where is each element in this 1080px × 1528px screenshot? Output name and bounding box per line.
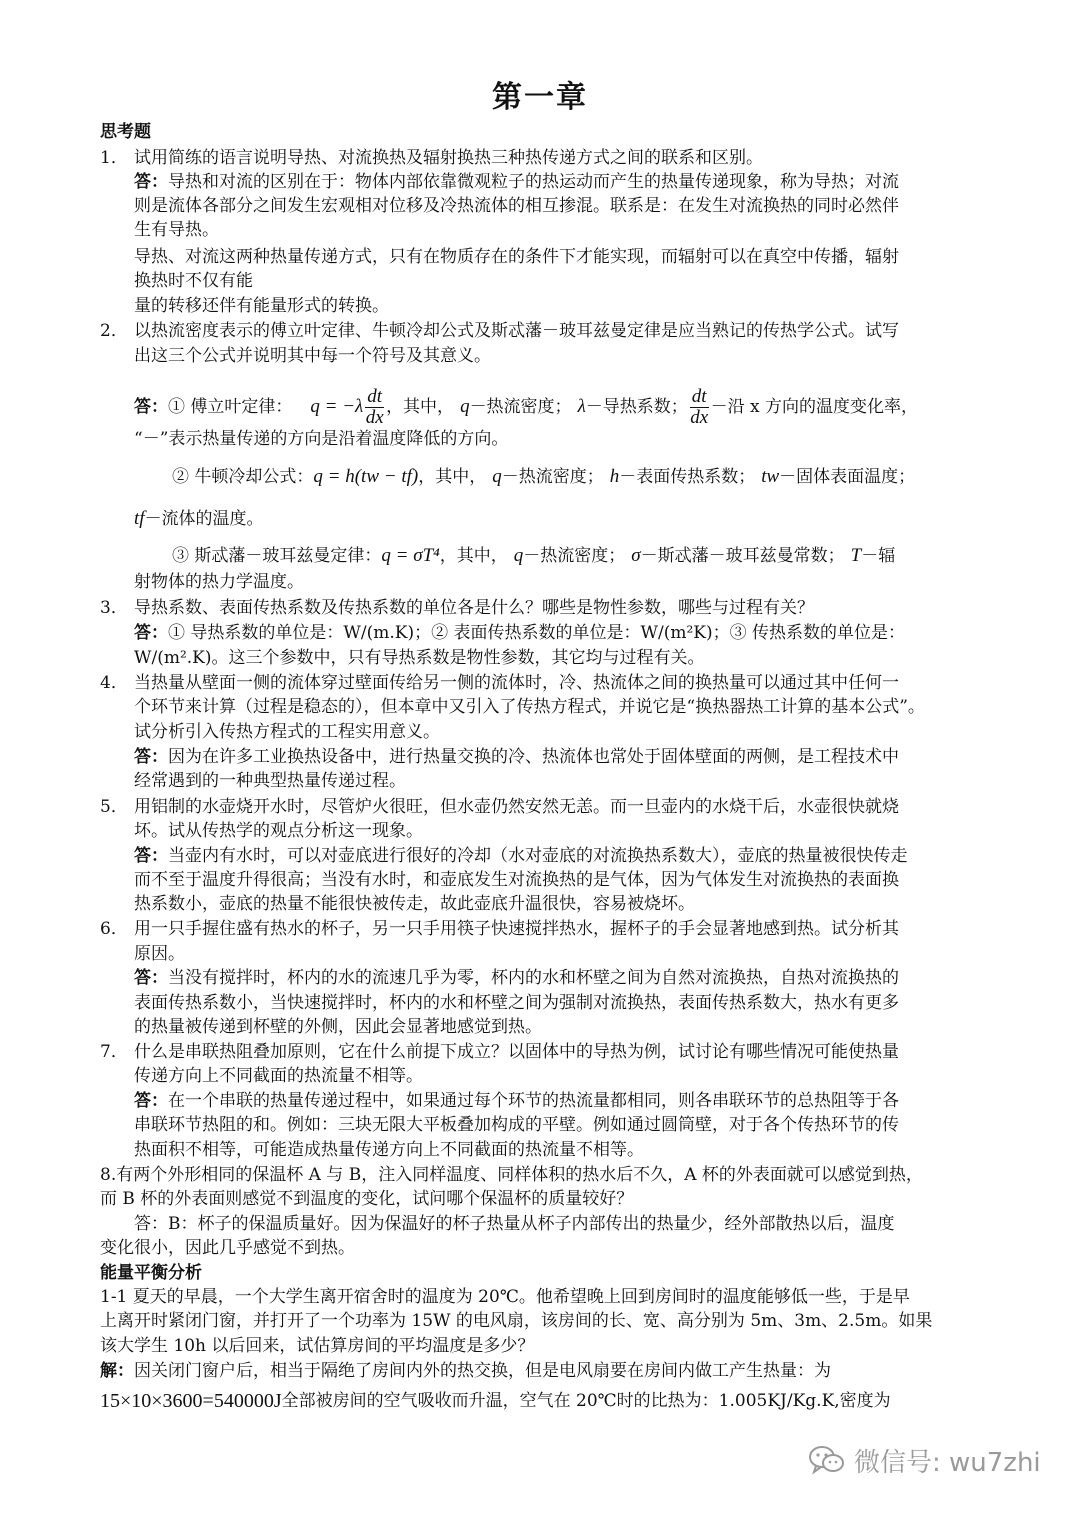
answer-line: 表面传热系数小，当快速搅拌时，杯内的水和杯壁之间为强制对流换热，表面传热系数大，热水有更多 xyxy=(134,993,899,1013)
stefan-formula: q = σT⁴ xyxy=(381,545,440,566)
answer-line: 则是流体各部分之间发生宏观相对位移及冷热流体的相互掺混。联系是：在发生对流换热的同时必然伴 xyxy=(134,196,899,216)
question-line: 而 B 杯的外表面则感觉不到温度的变化，试问哪个保温杯的质量较好？ xyxy=(100,1189,634,1209)
fourier-formula: q = −λ xyxy=(310,396,364,417)
formula-note: 射物体的热力学温度。 xyxy=(134,572,304,592)
symbol-T: T xyxy=(850,545,862,566)
answer-line: 答：B：杯子的保温质量好。因为保温好的杯子热量从杯子内部传出的热量少，经外部散热以后，温度 xyxy=(134,1214,895,1234)
question-5 xyxy=(100,796,899,818)
watermark xyxy=(808,1440,1041,1480)
question-text: 什么是串联热阻叠加原则，它在什么前提下成立？以固体中的导热为例，试讨论有哪些情况可能使热量 xyxy=(134,1042,899,1062)
answer-line: 串联环节热阻的和。例如：三块无限大平板叠加构成的平壁。例如通过圆筒壁，对于各个传热环节的传 xyxy=(134,1115,899,1135)
question-text: 用一只手握住盛有热水的杯子，另一只手用筷子快速搅拌热水，握杯子的手会显著地感到热。试分析其 xyxy=(134,919,899,939)
question-number: 5． xyxy=(100,797,128,817)
question-number: 2． xyxy=(100,321,128,341)
fraction-denominator: dx xyxy=(690,406,709,428)
newton-law-tail xyxy=(134,506,264,532)
question-line: 原因。 xyxy=(134,944,185,964)
symbol-sigma: σ xyxy=(631,545,641,566)
symbol-q: q xyxy=(492,466,502,487)
answer-line: 变化很小，因此几乎感觉不到热。 xyxy=(100,1238,355,1258)
formula-desc: ，其中， xyxy=(418,467,487,487)
problem-line: 该大学生 10h 以后回来，试估算房间的平均温度是多少？ xyxy=(100,1336,535,1356)
fraction-dtdx xyxy=(365,387,384,428)
symbol-desc: －流体的温度。 xyxy=(144,509,264,529)
symbol-desc: －斯忒藩－玻耳兹曼常数； xyxy=(640,546,845,566)
energy-formula: 15×10×3600=540000J xyxy=(100,1390,282,1412)
answer-line: 经常遇到的一种典型热量传递过程。 xyxy=(134,771,406,791)
question-number: 1． xyxy=(100,148,128,168)
symbol-desc: －沿 x 方向的温度变化率， xyxy=(710,397,918,417)
symbol-q: q xyxy=(460,396,470,417)
fourier-law-line xyxy=(134,380,918,434)
question-4 xyxy=(100,672,899,694)
answer-text: 当壶内有水时，可以对壶底进行很好的冷却（水对壶底的对流换热系数大），壶底的热量被很快传走 xyxy=(168,846,908,866)
symbol-tf: tf xyxy=(134,508,145,529)
fraction-numerator: dt xyxy=(691,385,707,407)
problem-line: 上离开时紧闭门窗，并打开了一个功率为 15W 的电风扇，该房间的长、宽、高分别为 5m、3m、2.5m。如果 xyxy=(100,1311,933,1331)
formula-label: ③ 斯忒藩－玻耳兹曼定律： xyxy=(172,546,382,566)
question-text: 用铝制的水壶烧开水时，尽管炉火很旺，但水壶仍然安然无恙。而一旦壶内的水烧干后，水壶很快就烧 xyxy=(134,797,899,817)
symbol-desc: －固体表面温度； xyxy=(779,467,916,487)
question-7 xyxy=(100,1041,899,1063)
symbol-desc: －热流密度； xyxy=(469,397,572,417)
answer-text: 当没有搅拌时，杯内的水的流速几乎为零，杯内的水和杯壁之间为自然对流换热，自热对流换热的 xyxy=(168,968,899,988)
fraction-numerator: dt xyxy=(367,385,383,407)
answer-line: 换热时不仅有能 xyxy=(134,271,253,291)
answer-label: 答： xyxy=(134,623,168,643)
answer-line: 的热量被传递到杯壁的外侧，因此会显著地感觉到热。 xyxy=(134,1017,542,1037)
answer-label: 答： xyxy=(134,172,168,192)
symbol-q: q xyxy=(513,545,524,566)
answer-line xyxy=(134,1090,899,1112)
question-line: 试分析引入传热方程式的工程实用意义。 xyxy=(134,722,440,742)
formula-label: ① 傅立叶定律： xyxy=(168,397,293,417)
question-number: 4． xyxy=(100,673,128,693)
chapter-title: 第一章 xyxy=(492,80,588,115)
question-6 xyxy=(100,918,899,940)
answer-line: 热系数小，壶底的热量不能很快被传走，故此壶底升温很快，容易被烧坏。 xyxy=(134,894,695,914)
stefan-boltzmann-line xyxy=(172,543,895,569)
answer-line xyxy=(134,845,908,867)
symbol-desc: －热流密度； xyxy=(501,467,604,487)
answer-label: 答： xyxy=(134,968,168,988)
formula-desc: ，其中， xyxy=(439,546,508,566)
problem-1-1: 1-1 夏天的早晨，一个大学生离开宿舍时的温度为 20℃。他希望晚上回到房间时的温度能够低一些，于是早 xyxy=(100,1287,910,1307)
newton-formula: q = h(tw − tf) xyxy=(313,466,419,487)
question-line: 传递方向上不同截面的热流量不相等。 xyxy=(134,1066,423,1086)
question-2 xyxy=(100,320,899,342)
section-heading-energy: 能量平衡分析 xyxy=(100,1263,202,1283)
answer-text: 因为在许多工业换热设备中，进行热量交换的冷、热流体也常处于固体壁面的两侧，是工程技术中 xyxy=(168,747,899,767)
solution-line xyxy=(100,1388,891,1414)
question-text: 当热量从壁面一侧的流体穿过壁面传给另一侧的流体时，冷、热流体之间的换热量可以通过其中任何一 xyxy=(134,673,899,693)
answer-label: 答： xyxy=(134,747,168,767)
answer-line: W/(m².K)。这三个参数中，只有导热系数是物性参数，其它均与过程有关。 xyxy=(134,648,705,668)
question-number: 6． xyxy=(100,919,128,939)
solution-text: 因关闭门窗户后，相当于隔绝了房间内外的热交换，但是电风扇要在房间内做工产生热量：为 xyxy=(134,1361,831,1381)
fraction-denominator: dx xyxy=(365,406,384,428)
fraction-dtdx xyxy=(690,387,709,428)
formula-note: “－”表示热量传递的方向是沿着温度降低的方向。 xyxy=(134,429,509,449)
solution-text: 全部被房间的空气吸收而升温，空气在 20℃时的比热为：1.005KJ/Kg.K,密度为 xyxy=(281,1391,891,1411)
formula-desc: ，其中， xyxy=(386,397,455,417)
answer-line xyxy=(134,622,905,644)
formula-label: ② 牛顿冷却公式： xyxy=(172,467,314,487)
answer-line xyxy=(134,967,899,989)
symbol-tw: tw xyxy=(761,466,780,487)
section-heading-thinking: 思考题 xyxy=(100,122,151,142)
answer-text: 在一个串联的热量传递过程中，如果通过每个环节的热流量都相同，则各串联环节的总热阻等于各 xyxy=(168,1091,899,1111)
answer-line xyxy=(134,171,899,193)
answer-line xyxy=(134,746,899,768)
wechat-icon xyxy=(808,1444,846,1476)
question-line: 个环节来计算（过程是稳态的），但本章中又引入了传热方程式，并说它是“换热器热工计算的基本公式”。 xyxy=(134,697,925,717)
watermark-text: 微信号: wu7zhi xyxy=(854,1447,1041,1478)
answer-text: 导热和对流的区别在于：物体内部依靠微观粒子的热运动而产生的热量传递现象，称为导热；对流 xyxy=(168,172,899,192)
symbol-desc: －辐 xyxy=(861,546,896,566)
question-line: 出这三个公式并说明其中每一个符号及其意义。 xyxy=(134,346,491,366)
question-line: 坏。试从传热学的观点分析这一现象。 xyxy=(134,821,423,841)
symbol-lambda: λ xyxy=(577,396,586,417)
symbol-desc: －热流密度； xyxy=(523,546,626,566)
answer-label: 答： xyxy=(134,1091,168,1111)
answer-line: 导热、对流这两种热量传递方式，只有在物质存在的条件下才能实现，而辐射可以在真空中传播，辐射 xyxy=(134,247,899,267)
question-number: 3． xyxy=(100,598,128,618)
answer-line: 热面积不相等，可能造成热量传递方向上不同截面的热流量不相等。 xyxy=(134,1140,644,1160)
solution-label: 解： xyxy=(100,1361,134,1381)
answer-line: 生有导热。 xyxy=(134,220,219,240)
answer-line: 而不至于温度升得很高；当没有水时，和壶底发生对流换热的是气体，因为气体发生对流换热的表面换 xyxy=(134,870,899,890)
answer-label: 答： xyxy=(134,846,168,866)
answer-line: 量的转移还伴有能量形式的转换。 xyxy=(134,296,389,316)
question-1 xyxy=(100,147,763,169)
symbol-desc: －表面传热系数； xyxy=(619,467,756,487)
solution-line xyxy=(100,1360,831,1382)
question-number: 7． xyxy=(100,1042,128,1062)
question-text: 试用简练的语言说明导热、对流换热及辐射换热三种热传递方式之间的联系和区别。 xyxy=(134,148,763,168)
symbol-desc: －导热系数； xyxy=(585,397,688,417)
newton-law-line xyxy=(172,464,915,490)
symbol-h: h xyxy=(609,466,620,487)
answer-label: 答： xyxy=(134,397,168,417)
question-3 xyxy=(100,597,814,619)
question-8: 8.有两个外形相同的保温杯 A 与 B，注入同样温度、同样体积的热水后不久，A 杯的外表面就可以感觉到热， xyxy=(100,1165,923,1185)
question-text: 以热流密度表示的傅立叶定律、牛顿冷却公式及斯忒藩－玻耳兹曼定律是应当熟记的传热学公式。试写 xyxy=(134,321,899,341)
answer-text: ① 导热系数的单位是：W/(m.K)；② 表面传热系数的单位是：W/(m²K)；③ 传热系数的单位是： xyxy=(168,623,905,643)
question-text: 导热系数、表面传热系数及传热系数的单位各是什么？哪些是物性参数，哪些与过程有关？ xyxy=(134,598,814,618)
